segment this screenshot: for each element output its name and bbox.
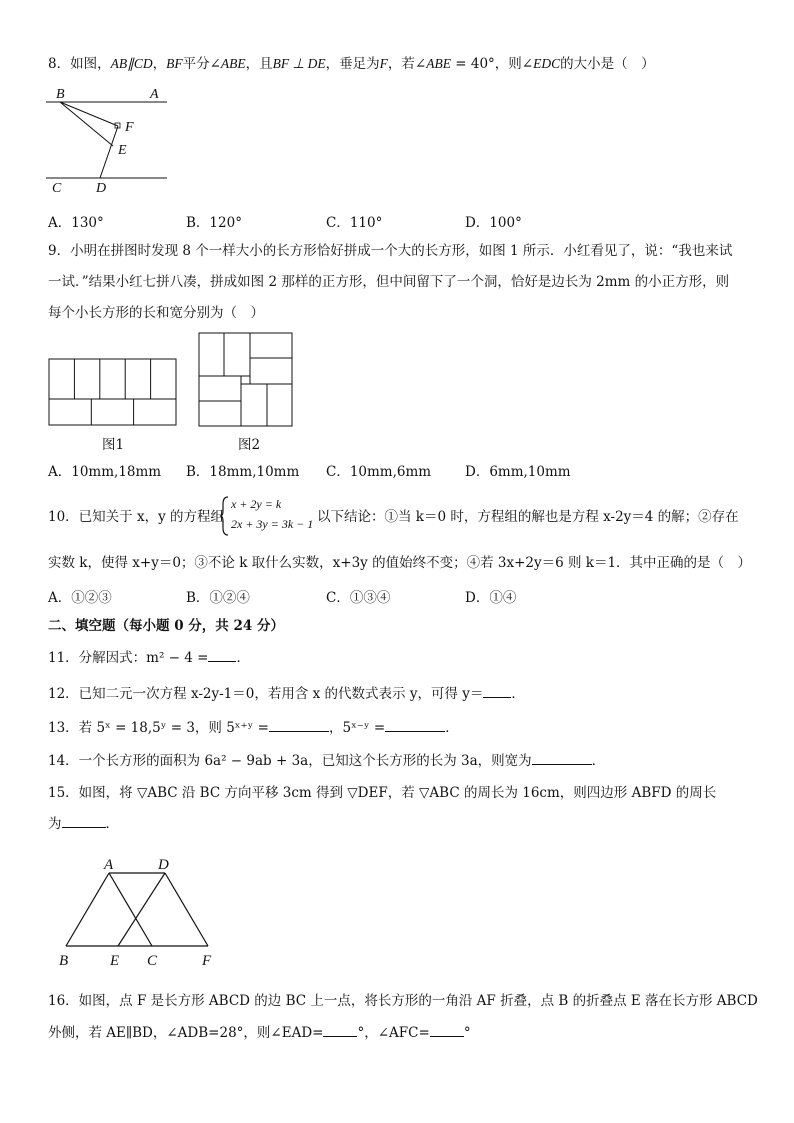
q9-option-a[interactable]: A．10mm,18mm <box>48 464 162 480</box>
q15-label-a: A <box>104 857 114 873</box>
q10-option-a[interactable]: A．①②③ <box>48 590 112 606</box>
q8-label-d: D <box>96 181 107 196</box>
q11: 11．分解因式：m² − 4 = ． <box>48 650 250 666</box>
q13-blank-1[interactable] <box>269 719 329 732</box>
q10-equation-1: x + 2y = k <box>231 497 282 511</box>
q9-option-b[interactable]: B．18mm,10mm <box>186 464 300 480</box>
q13: 13．若 5ˣ = 18,5ʸ = 3，则 5ˣ⁺ʸ = ，5ˣ⁻ʸ = ． <box>48 720 459 736</box>
q11-blank[interactable] <box>208 649 236 662</box>
q15-label-f: F <box>202 953 212 969</box>
q9-line1: 9．小明在拼图时发现 8 个一样大小的长方形恰好拼成一个大的长方形，如图 1 所示．小红看见了，说：“我也来试 <box>48 243 733 259</box>
q10-pre: 10．已知关于 x，y 的方程组 <box>48 509 225 525</box>
q9-figure-1 <box>48 358 178 428</box>
q9-figure-2 <box>198 332 294 428</box>
q14-blank[interactable] <box>532 752 592 765</box>
q16-blank-1[interactable] <box>323 1024 357 1037</box>
q10-option-b[interactable]: B．①②④ <box>186 590 250 606</box>
q8-option-c[interactable]: C．110° <box>326 215 383 231</box>
q8-stem: 8．如图，AB∥CD，BF平分∠ABE，且BF ⊥ DE，垂足为F，若∠ABE = 40°，则∠EDC的大小是（ ） <box>48 56 655 72</box>
q15-label-d: D <box>158 857 169 873</box>
q16-blank-2[interactable] <box>430 1024 464 1037</box>
q8-label-b: B <box>56 87 65 102</box>
q10-equation-2: 2x + 3y = 3k − 1 <box>231 517 314 531</box>
q9-line3: 每个小长方形的长和宽分别为（ ） <box>48 305 264 321</box>
q10-option-c[interactable]: C．①③④ <box>326 590 391 606</box>
q10-line2: 实数 k，使得 x+y＝0；③不论 k 取什么实数，x+3y 的值始终不变；④若 3x+2y＝6 则 k＝1．其中正确的是（ ） <box>48 555 752 571</box>
q16-line1: 16．如图，点 F 是长方形 ABCD 的边 BC 上一点，将长方形的一角沿 AF 折叠，点 B 的折叠点 E 落在长方形 ABCD <box>48 993 758 1009</box>
q8-label-c: C <box>52 181 62 196</box>
q15-label-e: E <box>110 953 120 969</box>
q15-line1: 15．如图，将 ▽ABC 沿 BC 方向平移 3cm 得到 ▽DEF，若 ▽ABC 的周长为 16cm，则四边形 ABFD 的周长 <box>48 785 717 801</box>
q9-option-c[interactable]: C．10mm,6mm <box>326 464 432 480</box>
q15-figure <box>52 852 222 972</box>
q9-option-d[interactable]: D．6mm,10mm <box>465 464 571 480</box>
q15-line2: 为 ． <box>48 816 119 832</box>
q9-caption-1: 图1 <box>102 437 125 453</box>
q15-label-b: B <box>59 953 69 969</box>
q15-blank[interactable] <box>62 815 106 828</box>
q12-blank[interactable] <box>483 685 511 698</box>
q8-option-a[interactable]: A．130° <box>48 215 104 231</box>
q8-label-f: F <box>125 120 134 135</box>
q9-line2: 一试．”结果小红七拼八凑，拼成如图 2 那样的正方形，但中间留下了一个洞，恰好是边长为 2mm 的小正方形，则 <box>48 274 730 290</box>
q8-option-d[interactable]: D．100° <box>465 215 522 231</box>
q14: 14．一个长方形的面积为 6a² − 9ab + 3a，已知这个长方形的长为 3a，则宽为 ． <box>48 753 606 769</box>
q9-caption-2: 图2 <box>238 437 261 453</box>
q8-label-a: A <box>150 87 159 102</box>
q10-brace <box>220 496 230 536</box>
q15-label-c: C <box>147 953 158 969</box>
q13-blank-2[interactable] <box>385 719 445 732</box>
q10-option-d[interactable]: D．①④ <box>465 590 517 606</box>
section-title: 二、填空题（每小题 0 分，共 24 分） <box>48 618 284 634</box>
q16-line2: 外侧，若 AE∥BD，∠ADB=28°，则∠EAD= °，∠AFC= ° <box>48 1025 471 1041</box>
q8-label-e: E <box>118 143 127 158</box>
q12: 12．已知二元一次方程 x-2y-1＝0，若用含 x 的代数式表示 y，可得 y＝ ． <box>48 686 525 702</box>
q8-option-b[interactable]: B．120° <box>186 215 242 231</box>
q10-post: 以下结论：①当 k＝0 时，方程组的解也是方程 x-2y＝4 的解；②存在 <box>317 509 739 525</box>
q8-figure <box>40 84 180 199</box>
